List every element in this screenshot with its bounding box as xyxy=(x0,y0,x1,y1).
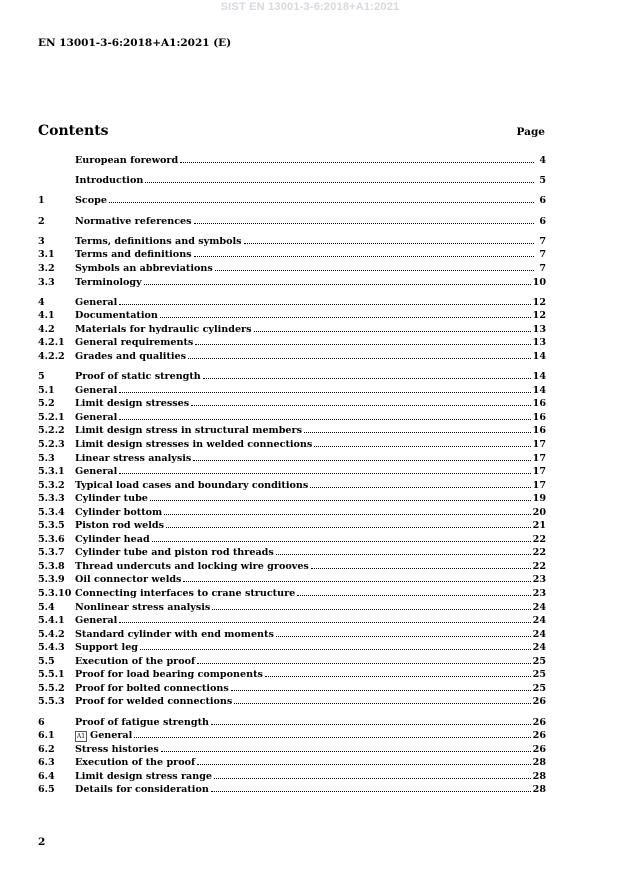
toc-entry-number: 5.1 xyxy=(38,384,55,396)
toc-entry-page: 17 xyxy=(532,466,546,478)
toc-entry-page: 4 xyxy=(539,155,546,166)
toc-entry-number: 5.3.3 xyxy=(38,493,65,505)
toc-entry-title xyxy=(75,628,274,642)
amendment-marker-icon: A1 xyxy=(76,733,86,741)
toc-entry-number: 4.2.2 xyxy=(38,351,65,362)
toc-entry[interactable] xyxy=(38,411,546,425)
toc-entry-page: 26 xyxy=(532,696,546,708)
toc-entry-page: 16 xyxy=(532,398,546,410)
toc-entry-title-text: Documentation xyxy=(75,310,158,322)
toc-entry[interactable] xyxy=(38,465,546,479)
toc-entry-title xyxy=(75,397,189,411)
page-column-header: Page xyxy=(516,126,545,138)
toc-entry[interactable] xyxy=(38,641,546,655)
toc-entry-title-text: Connecting interfaces to crane structure xyxy=(75,587,296,599)
dot-leader xyxy=(197,764,530,765)
dot-leader xyxy=(191,405,531,406)
toc-entry-number: 5.4.3 xyxy=(38,642,65,654)
toc-entry-title-text: Limit design stresses in welded connections xyxy=(75,438,313,450)
toc-entry[interactable] xyxy=(38,248,546,262)
toc-entry-title-text: Execution of the proof xyxy=(75,757,196,769)
toc-entry[interactable] xyxy=(38,695,546,709)
toc-entry-title-text: Standard cylinder with end moments xyxy=(75,628,274,640)
toc-entry-title-text: Materials for hydraulic cylinders xyxy=(75,323,252,335)
toc-entry[interactable] xyxy=(38,519,546,533)
toc-entry-title-text: Linear stress analysis xyxy=(75,452,192,464)
toc-entry-page: 23 xyxy=(532,587,546,599)
toc-entry-page: 14 xyxy=(532,384,546,396)
dot-leader xyxy=(254,331,531,332)
toc-entry[interactable] xyxy=(38,276,546,290)
toc-entry-title xyxy=(75,174,143,188)
toc-entry-number: 6.4 xyxy=(38,770,55,782)
toc-entry[interactable] xyxy=(38,587,546,601)
toc-entry[interactable] xyxy=(38,492,546,506)
toc-entry-page: 22 xyxy=(532,533,546,545)
toc-entry[interactable] xyxy=(38,235,546,249)
toc-entry[interactable] xyxy=(38,215,546,229)
toc-entry-page: 7 xyxy=(539,263,546,275)
toc-entry-title xyxy=(75,465,117,479)
toc-entry[interactable] xyxy=(38,601,546,615)
dot-leader xyxy=(145,182,534,183)
dot-leader xyxy=(152,541,531,542)
toc-entry-title-text: Symbols an abbreviations xyxy=(75,263,213,275)
toc-entry-title xyxy=(75,560,309,574)
toc-entry-title-text: Support leg xyxy=(75,642,139,654)
dot-leader xyxy=(188,358,531,359)
dot-leader xyxy=(119,419,530,420)
toc-entry-title xyxy=(75,601,210,615)
toc-entry[interactable] xyxy=(38,438,546,452)
toc-entry-number: 5.2 xyxy=(38,398,55,410)
toc-entry-number: 5.5 xyxy=(38,655,55,667)
toc-entry-page: 14 xyxy=(532,351,546,362)
toc-entry-number: 4.1 xyxy=(38,310,55,322)
toc-entry-number: 5.3 xyxy=(38,452,55,464)
toc-entry-title xyxy=(75,194,107,208)
toc-entry-page: 28 xyxy=(532,757,546,769)
dot-leader xyxy=(140,649,531,650)
toc-entry-title xyxy=(75,533,150,547)
toc-entry-title-text: European foreword xyxy=(75,155,179,166)
dot-leader xyxy=(211,791,531,792)
toc-entry-number: 5.3.4 xyxy=(38,506,65,518)
toc-entry-page: 13 xyxy=(532,323,546,335)
dot-leader xyxy=(119,304,530,305)
dot-leader xyxy=(134,737,530,738)
dot-leader xyxy=(304,432,531,433)
toc-entry-page: 26 xyxy=(532,743,546,755)
dot-leader xyxy=(314,446,530,447)
toc-entry-title-text: Nonlinear stress analysis xyxy=(75,601,211,613)
contents-title: Contents xyxy=(38,123,109,139)
toc-entry-number: 5.3.10 xyxy=(38,587,72,599)
dot-leader xyxy=(150,500,531,501)
toc-entry-title xyxy=(75,546,274,560)
toc-entry[interactable] xyxy=(38,154,546,168)
toc-entry-number: 5 xyxy=(38,371,45,383)
toc-entry-number: 5.4.2 xyxy=(38,628,65,640)
toc-entry[interactable] xyxy=(38,533,546,547)
toc-entry-title xyxy=(75,743,159,757)
toc-entry-number: 5.3.5 xyxy=(38,520,65,532)
toc-entry[interactable] xyxy=(38,560,546,574)
toc-entry-title xyxy=(75,296,117,310)
toc-entry-title xyxy=(75,370,201,384)
toc-entry[interactable] xyxy=(38,370,546,384)
toc-entry-number: 5.2.2 xyxy=(38,425,65,437)
toc-entry-title xyxy=(75,587,295,601)
dot-leader xyxy=(119,473,530,474)
toc-entry-number: 1 xyxy=(38,195,45,207)
dot-leader xyxy=(311,568,531,569)
toc-entry-title xyxy=(75,573,181,587)
toc-entry-title-text: Terms, definitions and symbols xyxy=(75,235,242,247)
toc-entry-title xyxy=(75,350,186,364)
toc-entry-page: 24 xyxy=(532,628,546,640)
toc-entry-number: 2 xyxy=(38,215,45,227)
toc-entry-title-text: Terminology xyxy=(75,276,142,288)
toc-entry[interactable] xyxy=(38,743,546,757)
toc-entry-number: 4.2 xyxy=(38,323,55,335)
dot-leader xyxy=(310,487,530,488)
dot-leader xyxy=(194,223,534,224)
toc-entry-number: 5.5.1 xyxy=(38,669,65,681)
toc-entry-title-text: Cylinder bottom xyxy=(75,506,163,518)
toc-entry-number: 5.4 xyxy=(38,601,55,613)
toc-entry-page: 25 xyxy=(532,682,546,694)
dot-leader xyxy=(244,243,534,244)
toc-entry[interactable] xyxy=(38,770,546,784)
toc-entry-title-text: Typical load cases and boundary conditions xyxy=(75,479,309,491)
toc-entry[interactable] xyxy=(38,336,546,350)
toc-entry-number: 5.2.3 xyxy=(38,438,65,450)
toc-entry[interactable] xyxy=(38,384,546,398)
toc-entry-title-text: General xyxy=(75,411,118,423)
toc-entry[interactable] xyxy=(38,783,546,797)
toc-entry-title xyxy=(75,695,232,709)
toc-entry-title-text: Proof for welded connections xyxy=(75,696,233,708)
toc-entry[interactable] xyxy=(38,682,546,696)
toc-entry[interactable] xyxy=(38,194,546,208)
toc-entry-title-text: Oil connector welds xyxy=(75,574,182,586)
toc-entry-page: 25 xyxy=(532,655,546,667)
toc-entry-page: 21 xyxy=(532,520,546,532)
toc-entry-number: 5.3.2 xyxy=(38,479,65,491)
dot-leader xyxy=(297,595,530,596)
toc-entry-title xyxy=(75,668,263,682)
toc-entry-number: 3.1 xyxy=(38,249,55,261)
dot-leader xyxy=(183,581,530,582)
toc-entry-page: 6 xyxy=(539,195,546,207)
dot-leader xyxy=(166,527,531,528)
toc-entry-page: 26 xyxy=(532,730,546,742)
toc-entry-page: 17 xyxy=(532,438,546,450)
toc-entry[interactable] xyxy=(38,296,546,310)
toc-entry-title xyxy=(75,235,242,249)
toc-entry-page: 17 xyxy=(532,479,546,491)
toc-entry-title xyxy=(75,309,158,323)
toc-entry-page: 16 xyxy=(532,411,546,423)
dot-leader xyxy=(195,344,530,345)
toc-entry-title xyxy=(75,336,193,350)
toc-entry-title xyxy=(75,519,164,533)
toc-entry-page: 12 xyxy=(532,310,546,322)
toc-entry-title xyxy=(75,716,209,730)
toc-entry-title xyxy=(75,729,132,743)
toc-entry-page: 26 xyxy=(532,716,546,728)
toc-entry[interactable] xyxy=(38,174,546,188)
toc-entry-title xyxy=(75,783,209,797)
dot-leader xyxy=(215,270,534,271)
toc-entry-title-text: Limit design stress in structural members xyxy=(75,425,302,437)
toc-entry-title-text: Grades and qualities xyxy=(75,351,187,362)
toc-entry-title-text: Proof of fatigue strength xyxy=(75,716,210,728)
dot-leader xyxy=(211,724,531,725)
dot-leader xyxy=(194,256,534,257)
toc-entry-number: 6.3 xyxy=(38,757,55,769)
toc-entry-title xyxy=(75,614,117,628)
toc-entry-title-text: Cylinder tube xyxy=(75,493,148,505)
toc-entry-page: 19 xyxy=(532,493,546,505)
toc-entry[interactable] xyxy=(38,628,546,642)
toc-entry[interactable] xyxy=(38,323,546,337)
toc-entry-page: 13 xyxy=(532,337,546,349)
toc-entry-title-text: Normative references xyxy=(75,215,192,227)
dot-leader xyxy=(231,690,531,691)
toc-entry-title-text: General xyxy=(90,730,133,742)
toc-entry-page: 23 xyxy=(532,574,546,586)
toc-entry-title xyxy=(75,248,192,262)
toc-entry-title xyxy=(75,154,178,168)
table-of-contents xyxy=(38,154,546,797)
toc-entry-number: 5.3.6 xyxy=(38,533,65,545)
toc-entry[interactable] xyxy=(38,479,546,493)
dot-leader xyxy=(265,676,531,677)
toc-entry-title-text: Stress histories xyxy=(75,743,159,755)
dot-leader xyxy=(214,778,531,779)
toc-entry-number: 5.4.1 xyxy=(38,615,65,627)
toc-entry-page: 10 xyxy=(532,276,546,288)
dot-leader xyxy=(212,609,530,610)
toc-entry-number: 5.3.8 xyxy=(38,560,65,572)
toc-entry[interactable] xyxy=(38,546,546,560)
toc-entry-number: 3.3 xyxy=(38,276,55,288)
toc-entry[interactable] xyxy=(38,716,546,730)
toc-entry[interactable] xyxy=(38,309,546,323)
toc-entry-page: 6 xyxy=(539,215,546,227)
toc-entry-page: 22 xyxy=(532,547,546,559)
toc-entry-number: 6.5 xyxy=(38,784,55,796)
dot-leader xyxy=(164,514,530,515)
dot-leader xyxy=(203,378,531,379)
toc-entry[interactable] xyxy=(38,756,546,770)
toc-entry-title xyxy=(75,506,162,520)
toc-entry-number: 5.3.1 xyxy=(38,466,65,478)
toc-entry-number: 5.3.9 xyxy=(38,574,65,586)
dot-leader xyxy=(144,284,531,285)
toc-entry-title-text: Details for consideration xyxy=(75,784,209,796)
toc-entry-title xyxy=(75,641,138,655)
toc-entry-title-text: Cylinder head xyxy=(75,533,150,545)
toc-entry-title-text: Limit design stresses xyxy=(75,398,190,410)
toc-entry-title-text: Piston rod welds xyxy=(75,520,165,532)
dot-leader xyxy=(161,751,531,752)
toc-entry-title-text: General xyxy=(75,296,118,308)
toc-entry-page: 24 xyxy=(532,615,546,627)
toc-entry-title xyxy=(75,411,117,425)
toc-entry-page: 5 xyxy=(539,175,546,187)
toc-entry-title xyxy=(75,452,191,466)
toc-entry-title-text: Scope xyxy=(75,195,107,207)
toc-entry-title xyxy=(75,479,308,493)
dot-leader xyxy=(276,636,531,637)
toc-entry-number: 5.2.1 xyxy=(38,411,65,423)
toc-entry-title-text: General xyxy=(75,384,118,396)
toc-entry-page: 17 xyxy=(532,452,546,464)
toc-entry-page: 16 xyxy=(532,425,546,437)
toc-entry-page: 24 xyxy=(532,642,546,654)
toc-entry-title xyxy=(75,276,142,290)
toc-entry-page: 14 xyxy=(532,371,546,383)
toc-entry-title-text: General xyxy=(75,615,118,627)
toc-entry-title xyxy=(75,438,312,452)
toc-entry-title xyxy=(75,384,117,398)
toc-entry-title xyxy=(75,424,302,438)
toc-entry-page: 20 xyxy=(532,506,546,518)
toc-entry-title-text: Proof for load bearing components xyxy=(75,669,263,681)
dot-leader xyxy=(234,703,530,704)
toc-entry-title xyxy=(75,756,195,770)
toc-entry[interactable] xyxy=(38,573,546,587)
toc-entry-title-text: Proof for bolted connections xyxy=(75,682,229,694)
toc-entry[interactable] xyxy=(38,397,546,411)
toc-entry-title xyxy=(75,323,252,337)
toc-entry-page: 7 xyxy=(539,235,546,247)
toc-entry[interactable] xyxy=(38,614,546,628)
page-number: 2 xyxy=(38,836,46,848)
toc-entry-title xyxy=(75,215,192,229)
toc-entry-title-text: Thread undercuts and locking wire grooves xyxy=(75,560,309,572)
toc-entry-title-text: Cylinder tube and piston rod threads xyxy=(75,547,274,559)
toc-entry-title-text: Limit design stress range xyxy=(75,770,213,782)
toc-entry-title xyxy=(75,492,148,506)
toc-entry[interactable] xyxy=(38,655,546,669)
toc-entry-title-text: General requirements xyxy=(75,337,194,349)
dot-leader xyxy=(109,202,534,203)
watermark: SIST EN 13001-3-6:2018+A1:2021 xyxy=(220,1,400,13)
toc-entry-page: 7 xyxy=(539,249,546,261)
dot-leader xyxy=(119,392,530,393)
toc-entry-number: 3 xyxy=(38,235,45,247)
toc-entry-page: 28 xyxy=(532,784,546,796)
toc-entry[interactable] xyxy=(38,350,546,364)
toc-entry-title xyxy=(75,262,213,276)
toc-entry-title xyxy=(75,682,229,696)
toc-entry[interactable] xyxy=(38,452,546,466)
toc-entry[interactable] xyxy=(38,729,546,743)
toc-entry-title-text: Execution of the proof xyxy=(75,655,196,667)
toc-entry-number: 6.2 xyxy=(38,743,55,755)
toc-entry-title-text: General xyxy=(75,466,118,478)
dot-leader xyxy=(119,622,530,623)
toc-entry-number: 5.5.3 xyxy=(38,696,65,708)
dot-leader xyxy=(193,460,530,461)
toc-entry-number: 4 xyxy=(38,296,45,308)
toc-entry-page: 22 xyxy=(532,560,546,572)
toc-entry-number: 5.3.7 xyxy=(38,547,65,559)
toc-entry-page: 24 xyxy=(532,601,546,613)
toc-entry-number: 3.2 xyxy=(38,263,55,275)
dot-leader xyxy=(160,317,531,318)
toc-entry-number: 6 xyxy=(38,716,45,728)
toc-entry-page: 25 xyxy=(532,669,546,681)
toc-entry[interactable] xyxy=(38,262,546,276)
toc-entry-title xyxy=(75,655,195,669)
toc-entry[interactable] xyxy=(38,424,546,438)
toc-entry[interactable] xyxy=(38,668,546,682)
document-id: EN 13001-3-6:2018+A1:2021 (E) xyxy=(38,37,232,49)
toc-entry-page: 28 xyxy=(532,770,546,782)
toc-entry-page: 12 xyxy=(532,296,546,308)
toc-entry-title-text: Introduction xyxy=(75,175,144,187)
toc-entry-title-text: Terms and definitions xyxy=(75,249,192,261)
toc-entry-title xyxy=(75,770,212,784)
toc-entry-number: 6.1 xyxy=(38,730,55,742)
dot-leader xyxy=(276,554,531,555)
toc-entry-number: 5.5.2 xyxy=(38,682,65,694)
dot-leader xyxy=(197,663,530,664)
toc-entry-number: 4.2.1 xyxy=(38,337,65,349)
dot-leader xyxy=(180,162,534,163)
toc-entry[interactable] xyxy=(38,506,546,520)
toc-entry-title-text: Proof of static strength xyxy=(75,371,201,383)
